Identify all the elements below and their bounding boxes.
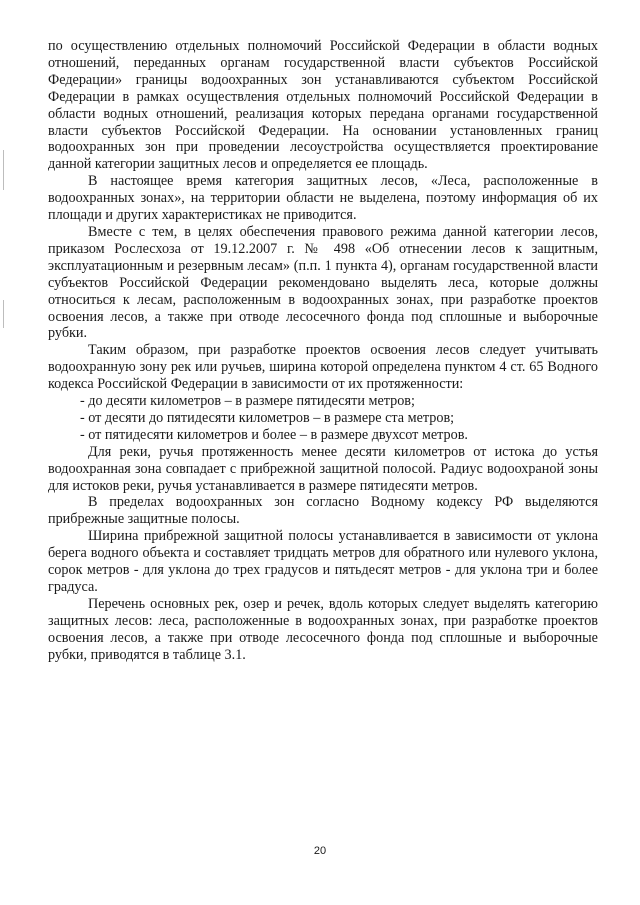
scan-margin-mark bbox=[3, 150, 4, 190]
paragraph-continuation: по осуществлению отдельных полномочий Российской Федерации в области водных отношений, переданных органам государственной власти субъектов Российской Федерации» границы водоохранных зон устанавливаются субъектом Российской Федерации в рамках осуществления отдельных полномочий Российской Федерации в области водных отношений, реализация которых передана органами государственной власти субъектов Российской Федерации. На основании установленных границ водоохранных зон при проведении лесоустройства осуществляется проектирование данной категории защитных лесов и определяется ее площадь. bbox=[48, 38, 598, 173]
paragraph: Перечень основных рек, озер и речек, вдоль которых следует выделять категорию защитных лесов: леса, расположенные в водоохранных зонах, при разработке проектов освоения лесов, а также при отводе лесосечного фонда под сплошные и выборочные рубки, приводятся в таблице 3.1. bbox=[48, 595, 598, 663]
paragraph: Таким образом, при разработке проектов освоения лесов следует учитывать водоохранную зону рек или ручьев, ширина которой определена пунктом 4 ст. 65 Водного кодекса Российской Федерации в зависимости от их протяженности: bbox=[48, 342, 598, 393]
paragraph: В пределах водоохранных зон согласно Водному кодексу РФ выделяются прибрежные защитные полосы. bbox=[48, 494, 598, 528]
paragraph: Для реки, ручья протяженность менее десяти километров от истока до устья водоохранная зона совпадает с прибрежной защитной полосой. Радиус водоохраной зоны для истоков реки, ручья устанавливается в размере пятидесяти метров. bbox=[48, 443, 598, 494]
list-item: - до десяти километров – в размере пятидесяти метров; bbox=[80, 393, 415, 410]
page-number: 20 bbox=[313, 845, 327, 857]
list-item: - от десяти до пятидесяти километров – в размере ста метров; bbox=[80, 409, 455, 426]
body-text bbox=[48, 38, 598, 664]
paragraph: Вместе с тем, в целях обеспечения правового режима данной категории лесов, приказом Рослесхоза от 19.12.2007 г. № 498 «Об отнесении лесов к защитным, эксплуатационным и резервным лесам» (п.п. 1 пункта 4), органам государственной власти субъектов Российской Федерации рекомендовано выделять леса, которые должны относиться к лесам, расположенным в водоохранных зонах, при разработке проектов освоения лесов, а также при отводе лесосечного фонда под сплошные и выборочные рубки. bbox=[48, 223, 598, 342]
paragraph: Ширина прибрежной защитной полосы устанавливается в зависимости от уклона берега водного объекта и составляет тридцать метров для обратного или нулевого уклона, сорок метров - для уклона до трех градусов и пятьдесят метров - для уклона три и более градуса. bbox=[48, 528, 598, 595]
list-item: - от пятидесяти километров и более – в размере двухсот метров. bbox=[80, 426, 468, 443]
scan-margin-mark bbox=[3, 300, 4, 328]
paragraph: В настоящее время категория защитных лесов, «Леса, расположенные в водоохранных зонах», на территории области не выделена, поэтому информация об их площади и других характеристиках не приводится. bbox=[48, 173, 598, 224]
